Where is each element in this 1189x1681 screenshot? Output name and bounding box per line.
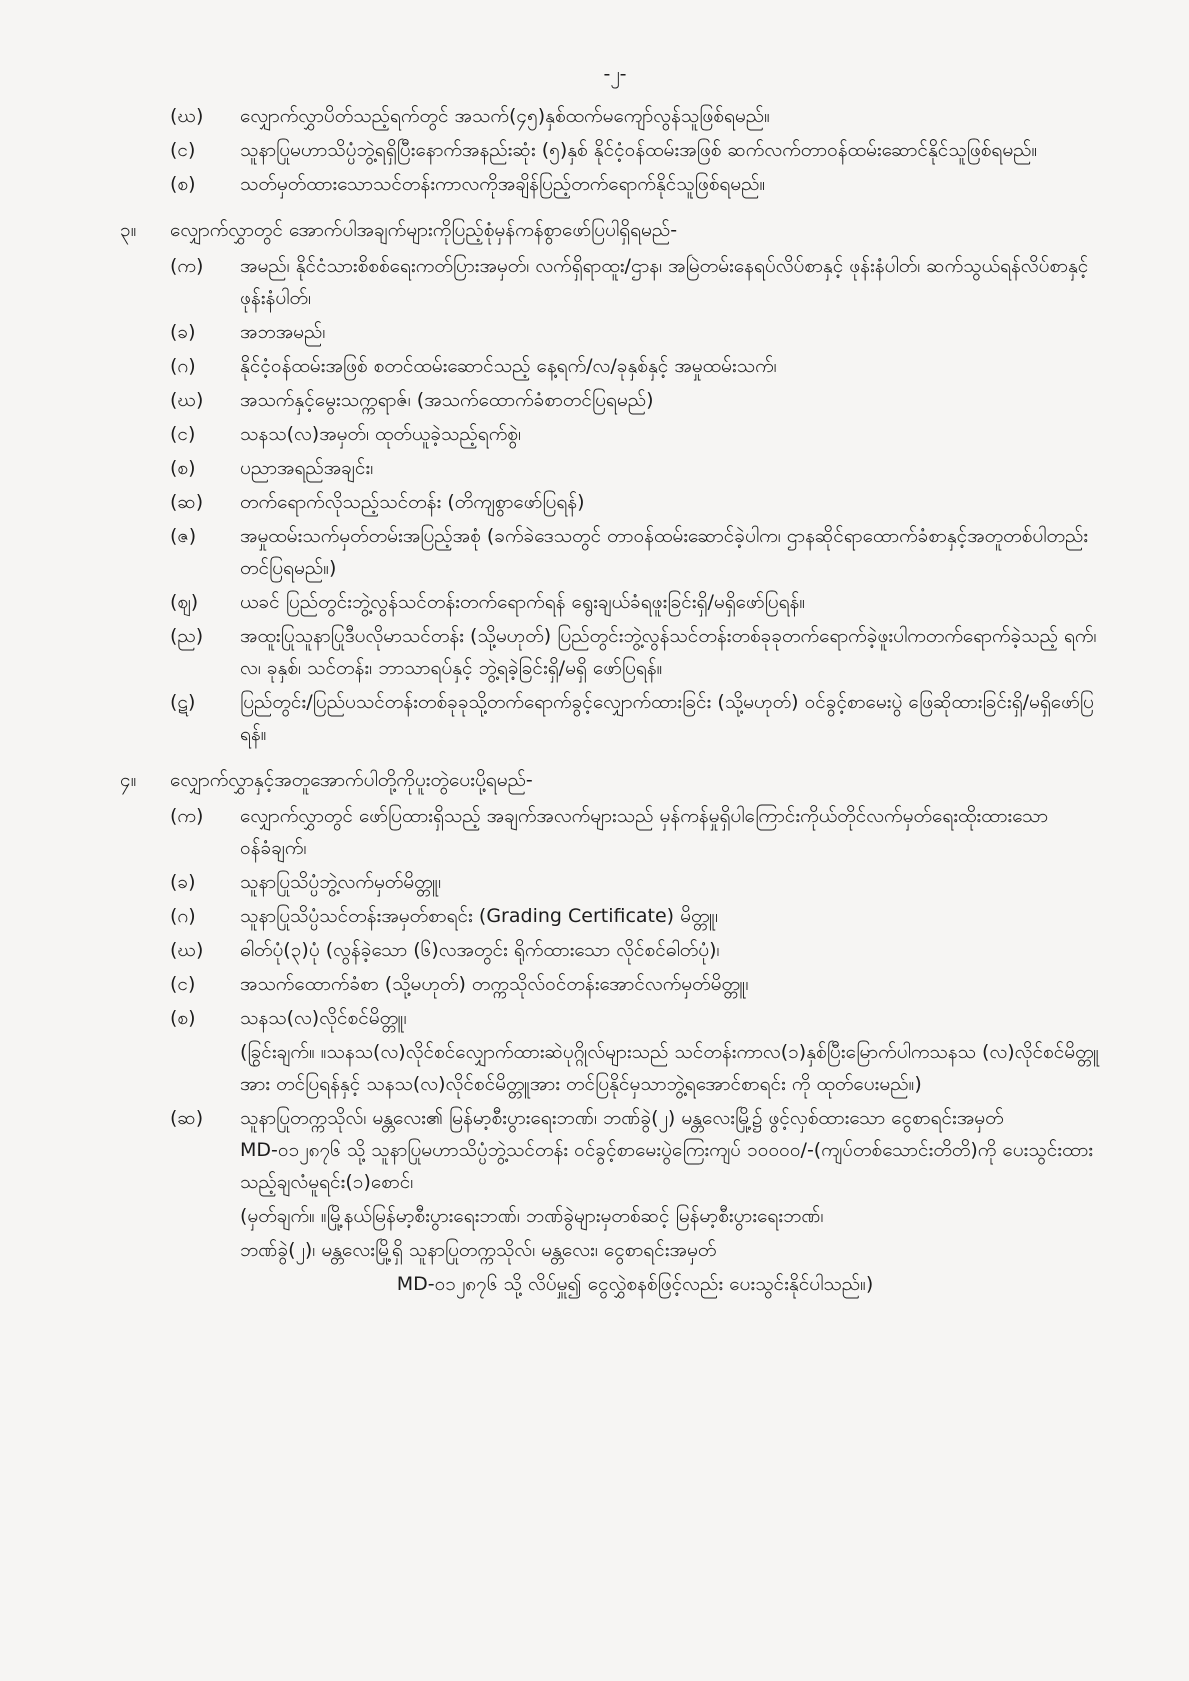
item-label: (င) [170,423,196,445]
list-item [120,866,1110,898]
item-text: ဓါတ်ပုံ(၃)ပုံ (လွန်ခဲ့သော (၆)လအတွင်း ရိုက်ထားသော လိုင်စင်ဓါတ်ပုံ)၊ [240,939,720,961]
remark-line: ဘဏ်ခွဲ(၂)၊ မန္တလေးမြို့ရှိ သူနာပြုတက္ကသိုလ်၊ မန္တလေး၊ ငွေစာရင်းအမှတ် [240,1239,717,1261]
item-label: (ဃ) [170,105,204,127]
item-text: ယခင် ပြည်တွင်းဘွဲ့လွန်သင်တန်းတက်ရောက်ရန် ရွေးချယ်ခံရဖူးခြင်းရှိ/မရှိဖော်ပြရန်။ [240,591,806,613]
item-label: (က) [170,805,204,827]
list-item [120,934,1110,966]
list-item [120,800,1110,864]
item-text: ပညာအရည်အချင်း၊ [240,457,374,479]
item-label: (ဈ) [170,591,199,613]
section-title: လျှောက်လွှာနှင့်အတူအောက်ပါတို့ကိုပူးတွဲပေးပို့ရမည်- [170,769,533,791]
item-label: (စ) [170,457,196,479]
section-number: ၄။ [120,769,137,791]
list-item [120,968,1110,1000]
item-label: (င) [170,139,196,161]
item-text: အမှုထမ်းသက်မှတ်တမ်းအပြည့်အစုံ (ခက်ခဲဒေသတွင် တာဝန်ထမ်းဆောင်ခဲ့ပါက၊ ဌာနဆိုင်ရာထောက်ခံစာနှင့်အတူတစ်ပါတည်းတင်ပြရမည်။) [240,525,1089,579]
item-text: အသက်ထောက်ခံစာ (သို့မဟုတ်) တက္ကသိုလ်ဝင်တန်းအောင်လက်မှတ်မိတ္တူ၊ [240,973,749,995]
remark-line: MD-၀၁၂၈၇၆ သို့ လိပ်မှူ၍ ငွေလွှဲစနစ်ဖြင့်လည်း ပေးသွင်းနိုင်ပါသည်။) [396,1273,874,1295]
item-label: (ခ) [170,871,196,893]
page-number: -၂- [603,63,627,85]
list-item [120,134,1110,166]
page-content [120,58,1110,1302]
list-item [120,520,1110,584]
item-label: (ဆ) [170,491,204,513]
item-text: အသက်နှင့်မွေးသက္ကရာဇ်၊ (အသက်ထောက်ခံစာတင်ပြရမည်) [240,389,654,411]
item-text: သနသ(လ)လိုင်စင်မိတ္တူ၊ [240,1007,407,1029]
item-text: လျှောက်လွှာပိတ်သည့်ရက်တွင် အသက်(၄၅)နှစ်ထက်မကျော်လွန်သူဖြစ်ရမည်။ [240,105,770,127]
list-item [120,900,1110,932]
section-heading [120,764,1110,796]
list-item [120,686,1110,750]
item-text: ပြည်တွင်း/ပြည်ပသင်တန်းတစ်ခုခုသို့တက်ရောက်ခွင့်လျှောက်ထားခြင်း (သို့မဟုတ်) ဝင်ခွင့်စာမေးပွဲ ဖြေဆိုထားခြင်းရှိ/မရှိဖော်ပြရန်။ [240,691,1094,745]
item-label: (ဋ) [170,691,196,713]
item-text: လျှောက်လွှာတွင် ဖော်ပြထားရှိသည့် အချက်အလက်များသည် မှန်ကန်မှုရှိပါကြောင်းကိုယ်တိုင်လက်မှတ်ရေးထိုးထားသောဝန်ခံချက်၊ [240,805,1049,859]
list-item [120,316,1110,348]
section-heading [120,214,1110,246]
item-text: အဘအမည်၊ [240,321,326,343]
item-label: (ဆ) [170,1107,204,1129]
item-label: (စ) [170,1007,196,1029]
item-text: သတ်မှတ်ထားသောသင်တန်းကာလကိုအချိန်ပြည့်တက်ရောက်နိုင်သူဖြစ်ရမည်။ [240,173,766,195]
item-text: နိုင်ငံ့ဝန်ထမ်းအဖြစ် စတင်ထမ်းဆောင်သည့် နေ့ရက်/လ/ခုနှစ်နှင့် အမှုထမ်းသက်၊ [240,355,777,377]
item-label: (ဂ) [170,355,196,377]
item-text: အမည်၊ နိုင်ငံသားစိစစ်ရေးကတ်ပြားအမှတ်၊ လက်ရှိရာထူး/ဌာန၊ အမြဲတမ်းနေရပ်လိပ်စာနှင့် ဖုန်းနံပါတ်၊ ဆက်သွယ်ရန်လိပ်စာနှင့် ဖုန်းနံပါတ်၊ [240,255,1089,309]
item-text: တက်ရောက်လိုသည့်သင်တန်း (တိကျစွာဖော်ပြရန်) [240,491,585,513]
list-item [120,452,1110,484]
item-label: (ည) [170,625,204,647]
item-text: သနသ(လ)အမှတ်၊ ထုတ်ယူခဲ့သည့်ရက်စွဲ၊ [240,423,521,445]
item-text: သူနာပြုသိပ္ပံသင်တန်းအမှတ်စာရင်း (Grading Certificate) မိတ္တူ၊ [240,905,718,927]
list-item [120,586,1110,618]
item-text: သူနာပြုမဟာသိပ္ပံဘွဲ့ရရှိပြီးနောက်အနည်းဆုံး (၅)နှစ် နိုင်ငံ့ဝန်ထမ်းအဖြစ် ဆက်လက်တာဝန်ထမ်းဆောင်နိုင်သူဖြစ်ရမည်။ [240,139,1038,161]
list-item [120,1002,1110,1034]
item-label: (ခ) [170,321,196,343]
list-item [120,100,1110,132]
item-label: (ဃ) [170,389,204,411]
exception-note: (ခြွင်းချက်။ ။သနသ(လ)လိုင်စင်လျှောက်ထားဆဲပုဂ္ဂိုလ်များသည် သင်တန်းကာလ(၁)နှစ်ပြီးမြောက်ပါကသနသ (လ)လိုင်စင်မိတ္တူအား တင်ပြရန်နှင့် သနသ(လ)လိုင်စင်မိတ္တူအား တင်ပြနိုင်မှသာဘွဲ့ရအောင်စာရင်း ကို ထုတ်ပေးမည်။) [240,1041,1100,1095]
list-item [120,418,1110,450]
list-item [120,620,1110,684]
item-label: (ဇ) [170,525,197,547]
remark-line: (မှတ်ချက်။ ။မြို့နယ်မြန်မာ့စီးပွားရေးဘဏ်၊ ဘဏ်ခွဲများမှတစ်ဆင့် မြန်မာ့စီးပွားရေးဘဏ်၊ [240,1205,824,1227]
item-label: (က) [170,255,204,277]
item-text: သူနာပြုတက္ကသိုလ်၊ မန္တလေး၏ မြန်မာ့စီးပွားရေးဘဏ်၊ ဘဏ်ခွဲ(၂) မန္တလေးမြို့၌ ဖွင့်လှစ်ထားသော ငွေစာရင်းအမှတ် MD-၀၁၂၈၇၆ သို့ သူနာပြုမဟာသိပ္ပံဘွဲ့သင်တန်း ဝင်ခွင့်စာမေးပွဲကြေးကျပ် ၁၀၀၀၀/-(ကျပ်တစ်သောင်းတိတိ)ကို ပေးသွင်းထားသည့်ချလံမူရင်း(၁)စောင်၊ [240,1107,1094,1193]
section-title: လျှောက်လွှာတွင် အောက်ပါအချက်များကိုပြည့်စုံမှန်ကန်စွာဖော်ပြပါရှိရမည်- [170,219,678,241]
item-label: (စ) [170,173,196,195]
item-text: အထူးပြုသူနာပြုဒီပလိုမာသင်တန်း (သို့မဟုတ်) ပြည်တွင်းဘွဲ့လွန်သင်တန်းတစ်ခုခုတက်ရောက်ခဲ့ဖူးပါကတက်ရောက်ခဲ့သည့် ရက်၊ လ၊ ခုနှစ်၊ သင်တန်း၊ ဘာသာရပ်နှင့် ဘွဲ့ရခဲ့ခြင်းရှိ/မရှိ ဖော်ပြရန်။ [240,625,1097,679]
list-item [120,1102,1110,1198]
item-label: (ဃ) [170,939,204,961]
list-item [120,384,1110,416]
list-item [120,350,1110,382]
section-number: ၃။ [120,219,137,241]
list-item [120,486,1110,518]
list-item [120,250,1110,314]
item-text: သူနာပြုသိပ္ပံဘွဲ့လက်မှတ်မိတ္တူ၊ [240,871,442,893]
item-label: (ဂ) [170,905,196,927]
list-item [120,168,1110,200]
item-label: (င) [170,973,196,995]
